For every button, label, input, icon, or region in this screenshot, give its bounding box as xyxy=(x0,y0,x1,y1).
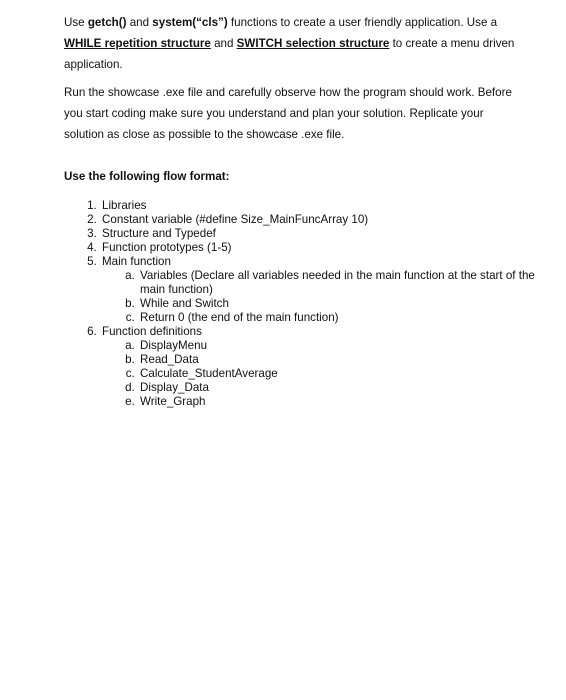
flow-item-label: Main function xyxy=(102,255,171,268)
intro-text-2: and xyxy=(126,16,153,29)
flow-item xyxy=(100,255,560,325)
sub-item xyxy=(138,381,560,395)
intro-text-4: and xyxy=(210,37,237,50)
sub-item-label: Variables (Declare all variables needed in the main function at the start of the main function) xyxy=(140,269,535,296)
flow-list xyxy=(64,199,560,409)
flow-item xyxy=(100,325,560,409)
sub-item xyxy=(138,269,560,297)
flow-item-label: Function definitions xyxy=(102,325,202,338)
sub-item xyxy=(138,395,560,409)
showcase-paragraph: Run the showcase .exe file and carefully observe how the program should work. Before you start coding make sure you understand and plan your solution. Replicate your solution as close as possible to the showcase .exe file. xyxy=(64,86,512,141)
sub-item-label: Calculate_StudentAverage xyxy=(140,367,278,380)
flow-item-label: Structure and Typedef xyxy=(102,227,216,240)
intro-paragraph xyxy=(64,12,524,75)
system-cls-keyword: system(“cls”) xyxy=(152,16,228,29)
flow-heading xyxy=(64,166,524,187)
intro-text-5: to create a menu driven application. xyxy=(64,37,515,71)
sub-item-label: Return 0 (the end of the main function) xyxy=(140,311,339,324)
sub-item xyxy=(138,311,560,325)
sub-item xyxy=(138,297,560,311)
flow-item xyxy=(100,227,560,241)
sub-item-label: While and Switch xyxy=(140,297,229,310)
sub-item xyxy=(138,339,560,353)
switch-structure-term: SWITCH selection structure xyxy=(236,37,390,50)
sub-item-label: Display_Data xyxy=(140,381,209,394)
while-structure-term: WHILE repetition structure xyxy=(64,37,211,50)
sub-item xyxy=(138,353,560,367)
intro-text-3: functions to create a user friendly application. Use a xyxy=(227,16,498,29)
sub-item-label: DisplayMenu xyxy=(140,339,208,352)
function-definitions-sublist xyxy=(102,339,560,409)
flow-item xyxy=(100,241,560,255)
flow-item-label: Constant variable (#define Size_MainFuncArray 10) xyxy=(102,213,369,226)
main-function-sublist xyxy=(102,269,560,325)
intro-text-1: Use xyxy=(64,16,88,29)
getch-keyword: getch() xyxy=(87,16,127,29)
flow-item-label: Function prototypes (1-5) xyxy=(102,241,232,254)
flow-item xyxy=(100,213,560,227)
sub-item-label: Read_Data xyxy=(140,353,199,366)
flow-item xyxy=(100,199,560,213)
flow-heading-text: Use the following flow format: xyxy=(64,170,230,183)
sub-item xyxy=(138,367,560,381)
flow-item-label: Libraries xyxy=(102,199,147,212)
sub-item-label: Write_Graph xyxy=(140,395,206,408)
